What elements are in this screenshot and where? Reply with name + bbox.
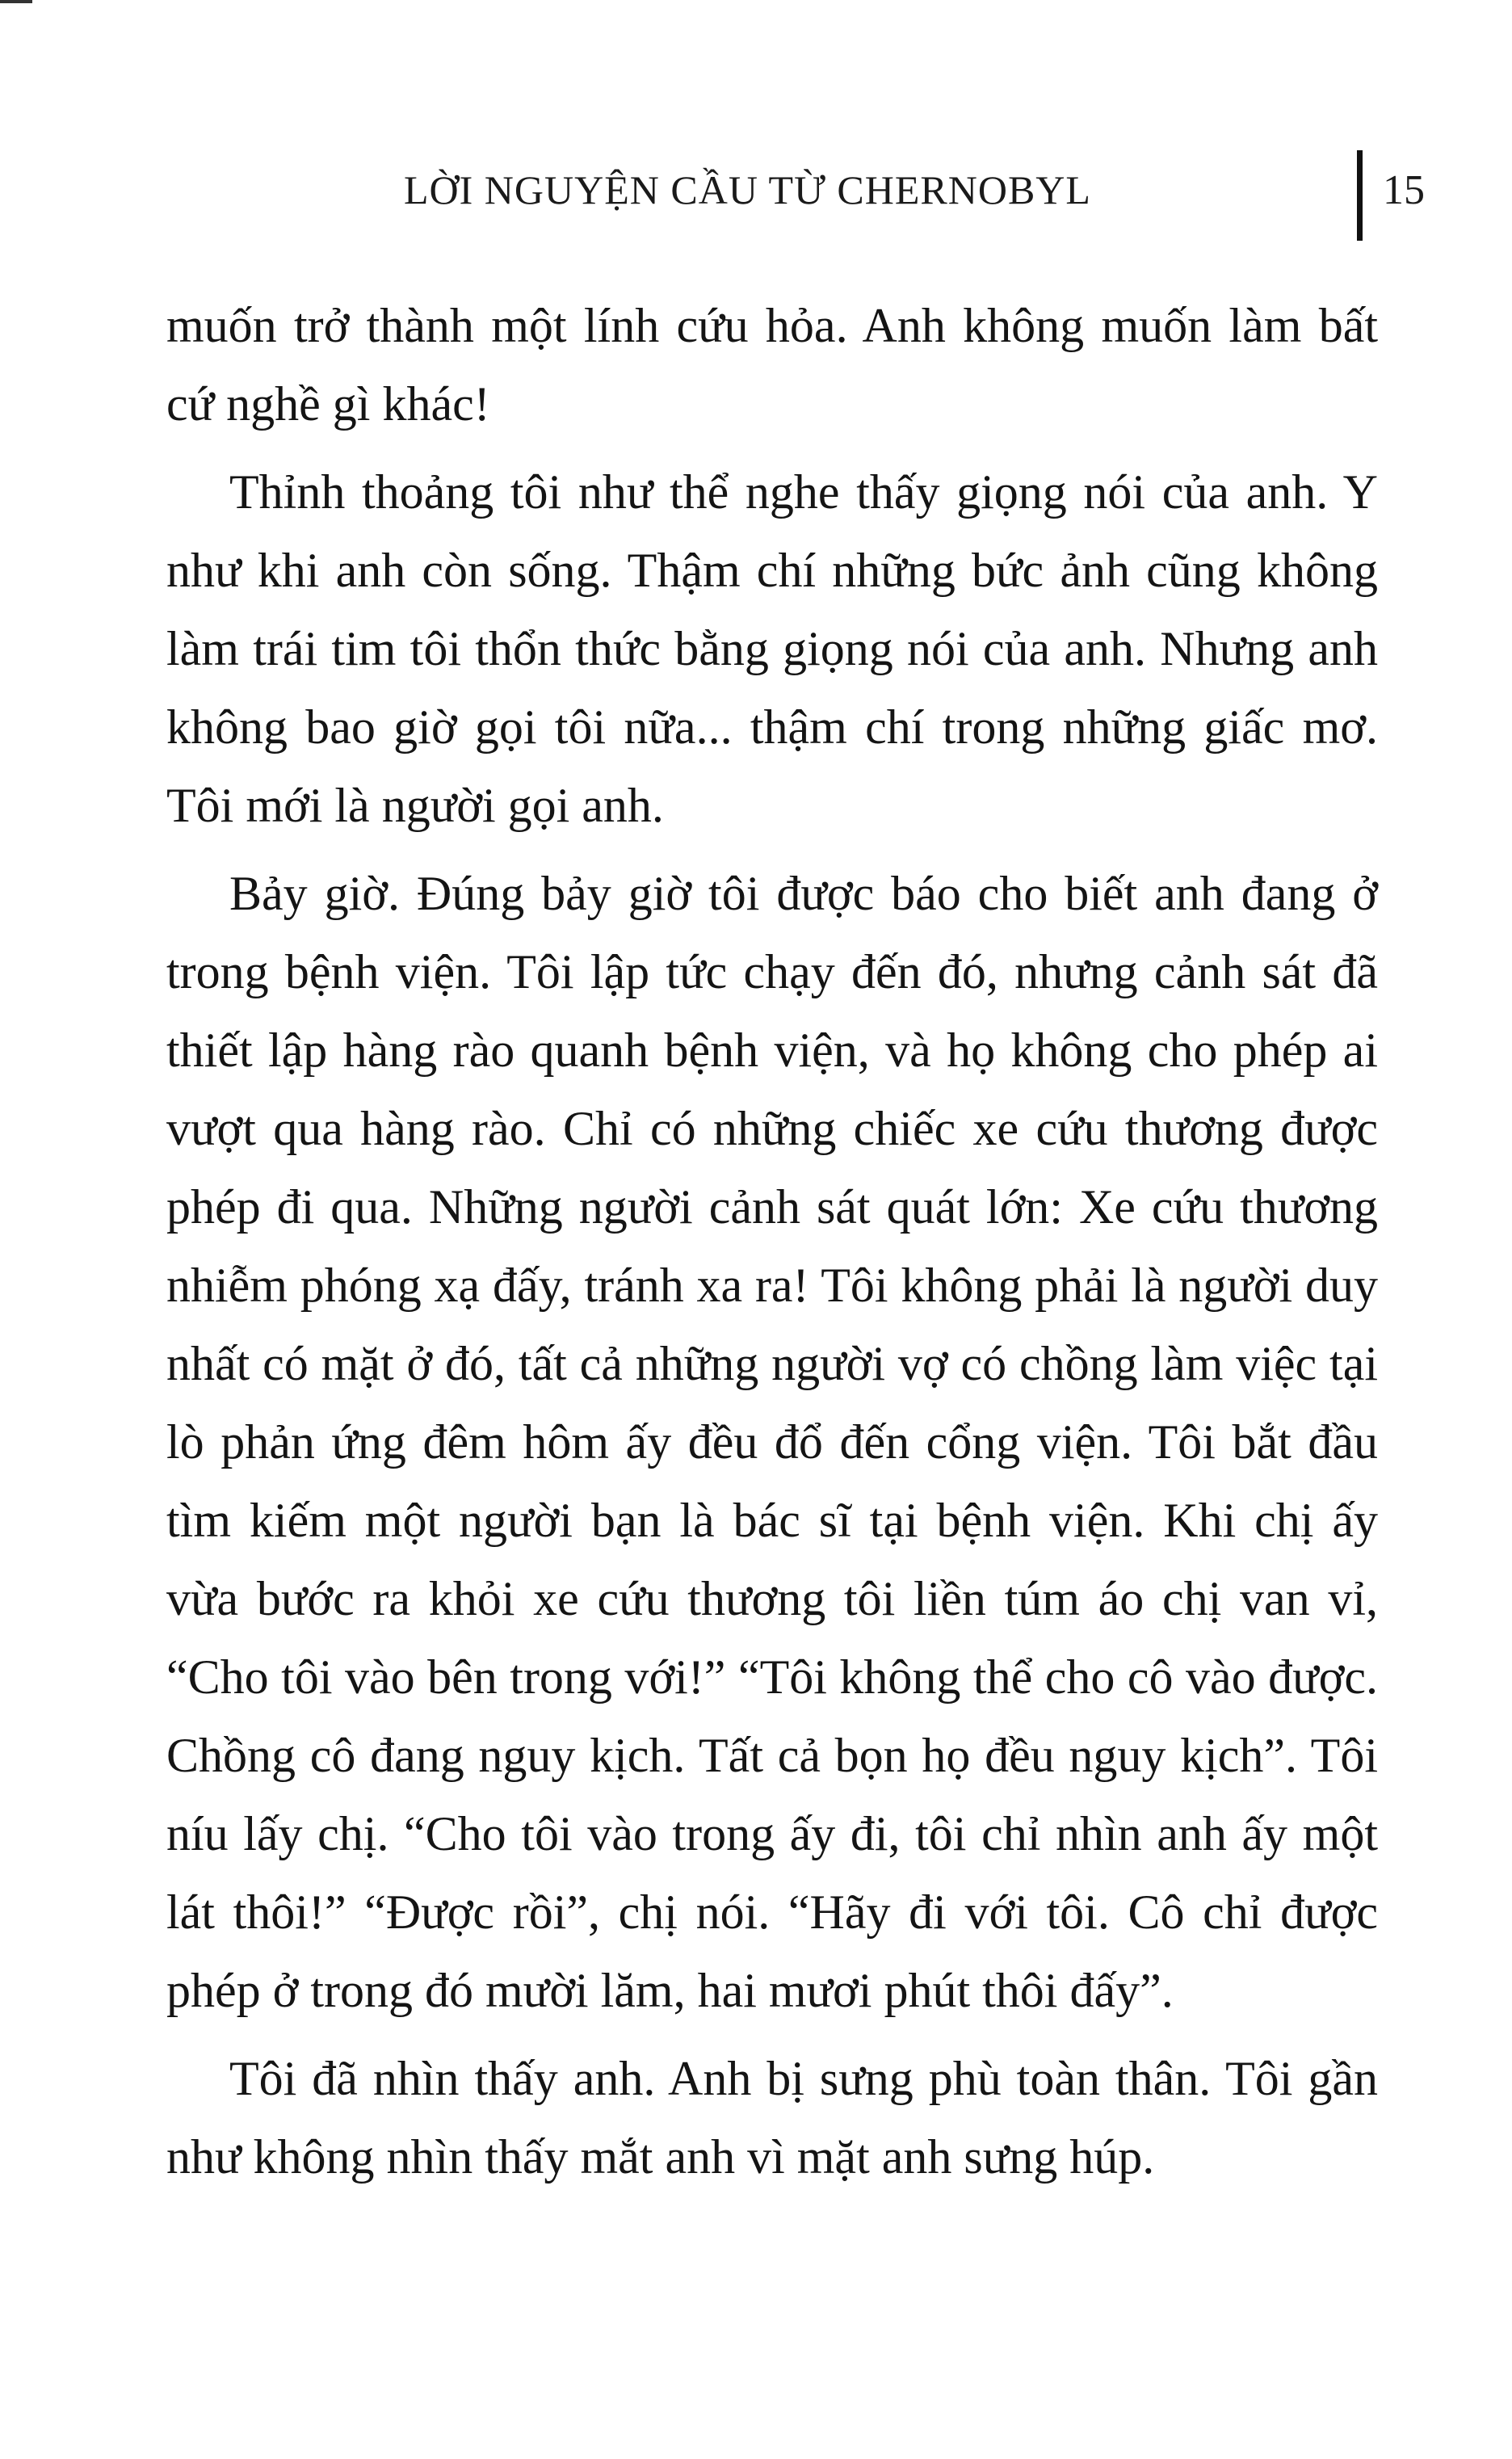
header-divider — [1357, 150, 1363, 241]
paragraph: Thỉnh thoảng tôi như thể nghe thấy giọng nói của anh. Y như khi anh còn sống. Thậm chí những bức ảnh cũng không làm trái tim tôi thổn thức bằng giọng nói của anh. Nhưng anh không bao giờ gọi tôi nữa... thậm chí trong những giấc mơ. Tôi mới là người gọi anh. — [166, 465, 1378, 832]
scan-edge-mark — [0, 0, 32, 3]
body-text — [166, 287, 1378, 2196]
paragraph: Tôi đã nhìn thấy anh. Anh bị sưng phù toàn thân. Tôi gần như không nhìn thấy mắt anh vì mặt anh sưng húp. — [166, 2052, 1378, 2184]
running-header-title: LỜI NGUYỆN CẦU TỪ CHERNOBYL — [404, 167, 1091, 212]
page-number: 15 — [1383, 167, 1425, 213]
paragraph: Bảy giờ. Đúng bảy giờ tôi được báo cho biết anh đang ở trong bệnh viện. Tôi lập tức chạy đến đó, nhưng cảnh sát đã thiết lập hàng rào quanh bệnh viện, và họ không cho phép ai vượt qua hàng rào. Chỉ có những chiếc xe cứu thương được phép đi qua. Những người cảnh sát quát lớn: Xe cứu thương nhiễm phóng xạ đấy, tránh xa ra! Tôi không phải là người duy nhất có mặt ở đó, tất cả những người vợ có chồng làm việc tại lò phản ứng đêm hôm ấy đều đổ đến cổng viện. Tôi bắt đầu tìm kiếm một người bạn là bác sĩ tại bệnh viện. Khi chị ấy vừa bước ra khỏi xe cứu thương tôi liền túm áo chị van vỉ, “Cho tôi vào bên trong với!” “Tôi không thể cho cô vào được. Chồng cô đang nguy kịch. Tất cả bọn họ đều nguy kịch”. Tôi níu lấy chị. “Cho tôi vào trong ấy đi, tôi chỉ nhìn anh ấy một lát thôi!” “Được rồi”, chị nói. “Hãy đi với tôi. Cô chỉ được phép ở trong đó mười lăm, hai mươi phút thôi đấy”. — [166, 867, 1378, 2017]
paragraph-continued: muốn trở thành một lính cứu hỏa. Anh không muốn làm bất cứ nghề gì khác! — [166, 299, 1378, 431]
